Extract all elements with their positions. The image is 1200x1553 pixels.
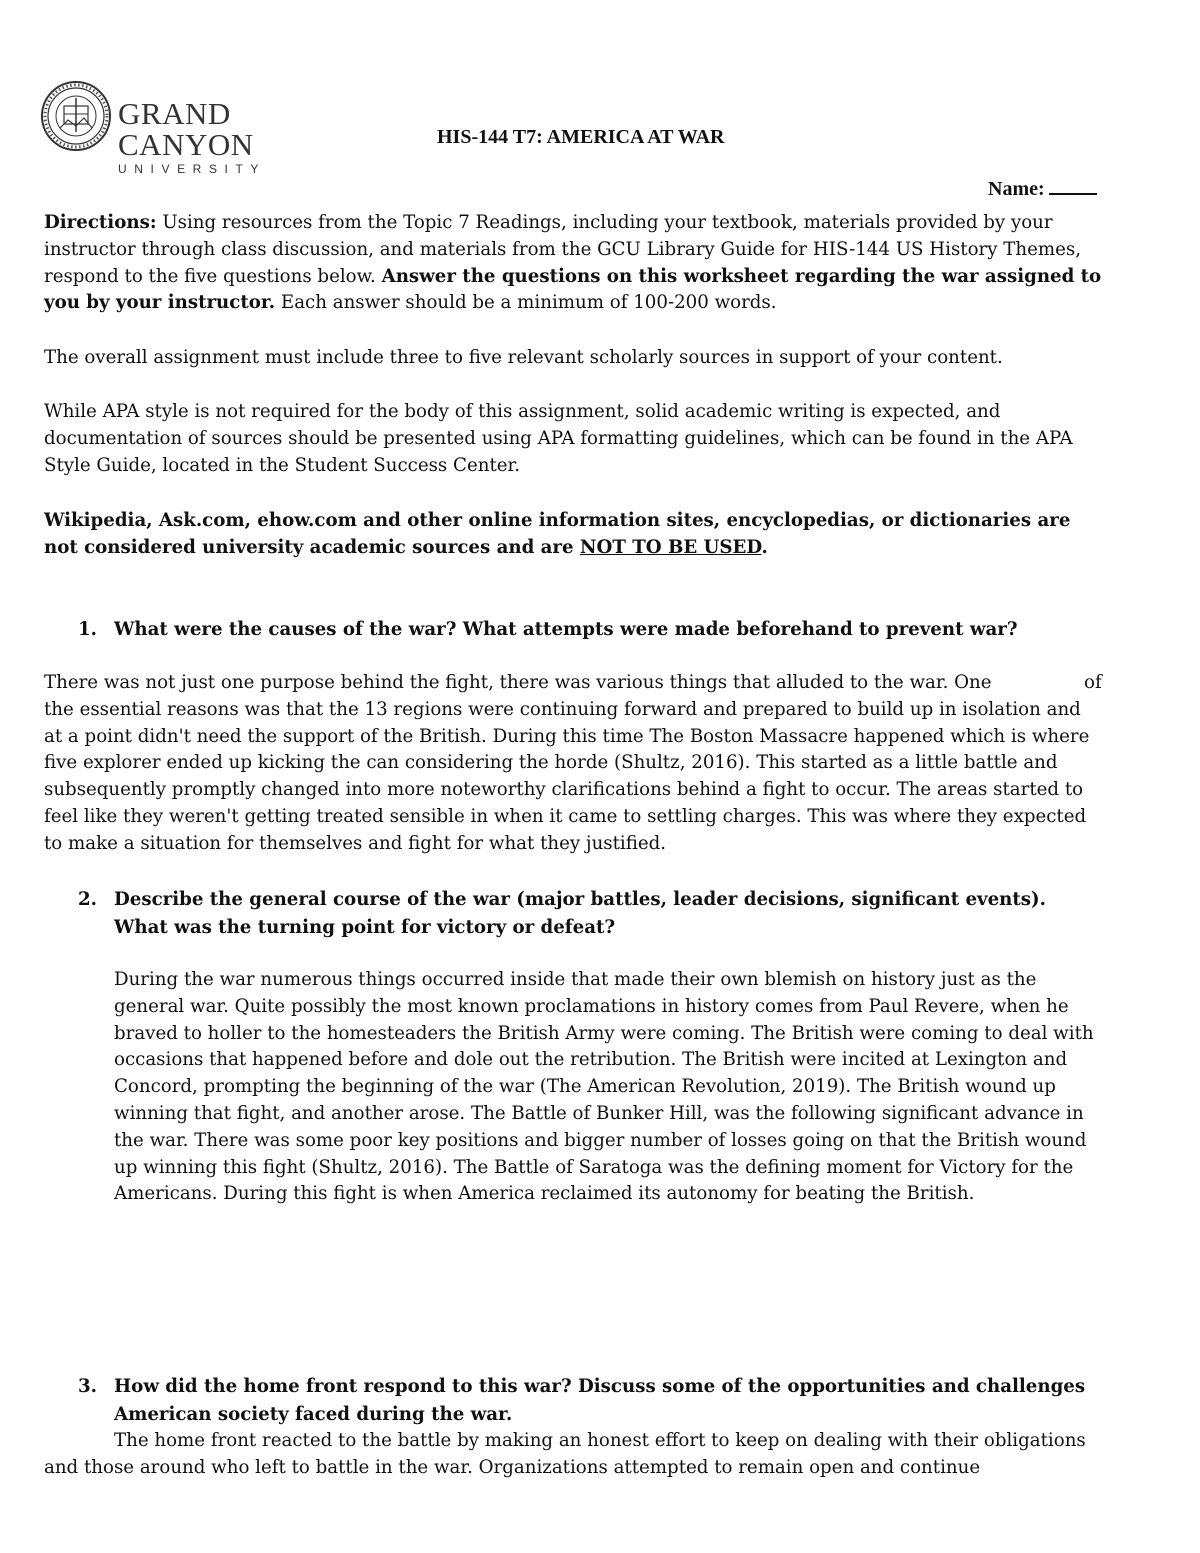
name-label: Name: — [988, 178, 1045, 200]
university-seal-icon — [40, 80, 112, 152]
warning-text: Wikipedia, Ask.com, ehow.com and other online information sites, encyclopedias, or dictionaries are not considered university academic sources and are — [44, 510, 1071, 558]
document-title: HIS-144 T7: AMERICA AT WAR — [437, 126, 725, 148]
warning-underline: NOT TO BE USED — [579, 536, 762, 558]
warning-end: . — [761, 536, 768, 558]
question-3-text: How did the home front respond to this war? Discuss some of the opportunities and challenges American society faced during the war. — [114, 1376, 1086, 1425]
name-field — [988, 178, 1097, 201]
question-1-text: What were the causes of the war? What attempts were made beforehand to prevent war? — [114, 619, 1018, 640]
directions-paragraph — [44, 210, 1104, 317]
directions-bold: Answer the questions on this worksheet regarding the war assigned to you by your instructor. — [44, 265, 1102, 314]
warning-paragraph — [44, 508, 1104, 562]
question-1-number: 1. — [78, 619, 97, 640]
logo-line-1: GRAND CANYON — [118, 96, 254, 162]
answer-3: The home front reacted to the battle by making an honest effort to keep on dealing with their obligations and those around who left to battle in the war. Organizations attempted to remain open and continue — [44, 1430, 1086, 1478]
directions-tail: Each answer should be a minimum of 100-200 words. — [275, 292, 777, 314]
university-wordmark — [118, 98, 358, 176]
answer-2: During the war numerous things occurred inside that made their own blemish on history just as the general war. Quite possibly the most known proclamations in history comes from Paul Revere, when he braved to holler to the homesteaders the British Army were coming. The British were coming to deal with occasions that happened before and dole out the retribution. The British were incited at Lexington and Concord, prompting the beginning of the war (The American Revolution, 2019). The British wound up winning that fight, and another arose. The Battle of Bunker Hill, was the following significant advance in the war. There was some poor key positions and bigger number of losses going on that the British wound up winning this fight (Shultz, 2016). The Battle of Saratoga was the defining moment for Victory for the Americans. During this fight is when America reclaimed its autonomy for beating the British. — [114, 969, 1094, 1205]
apa-paragraph: While APA style is not required for the body of this assignment, solid academic writing is expected, and documentation of sources should be presented using APA formatting guidelines, which can be found in the APA Style Guide, located in the Student Success Center. — [44, 401, 1073, 476]
question-2-number: 2. — [78, 889, 97, 910]
name-blank — [1049, 179, 1097, 195]
question-2-text: Describe the general course of the war (major battles, leader decisions, significant events). What was the turning point for victory or defeat? — [114, 889, 1046, 938]
directions-label: Directions: — [44, 212, 157, 233]
answer-1: There was not just one purpose behind the fight, there was various things that alluded to the war. One of the essential reasons was that the 13 regions were continuing forward and prepared to build up in isolation and at a point didn't need the support of the British. During this time The Boston Massacre happened which is where five explorer ended up kicking the can considering the horde (Shultz, 2016). This started as a little battle and subsequently promptly changed into more noteworthy clarifications behind a fight to occur. The areas started to feel like they weren't getting treated sensible in when it came to settling charges. This was where they expected to make a situation for themselves and fight for what they justified. — [44, 672, 1108, 854]
logo-line-2: UNIVERSITY — [118, 162, 267, 176]
directions-text: Using resources from the Topic 7 Readings, including your textbook, materials provided by your instructor through class discussion, and materials from the GCU Library Guide for HIS-144 US History Themes, respond to the five questions below. — [44, 212, 1082, 287]
sources-paragraph: The overall assignment must include three to five relevant scholarly sources in support of your content. — [44, 347, 1003, 368]
question-3-number: 3. — [78, 1376, 97, 1397]
